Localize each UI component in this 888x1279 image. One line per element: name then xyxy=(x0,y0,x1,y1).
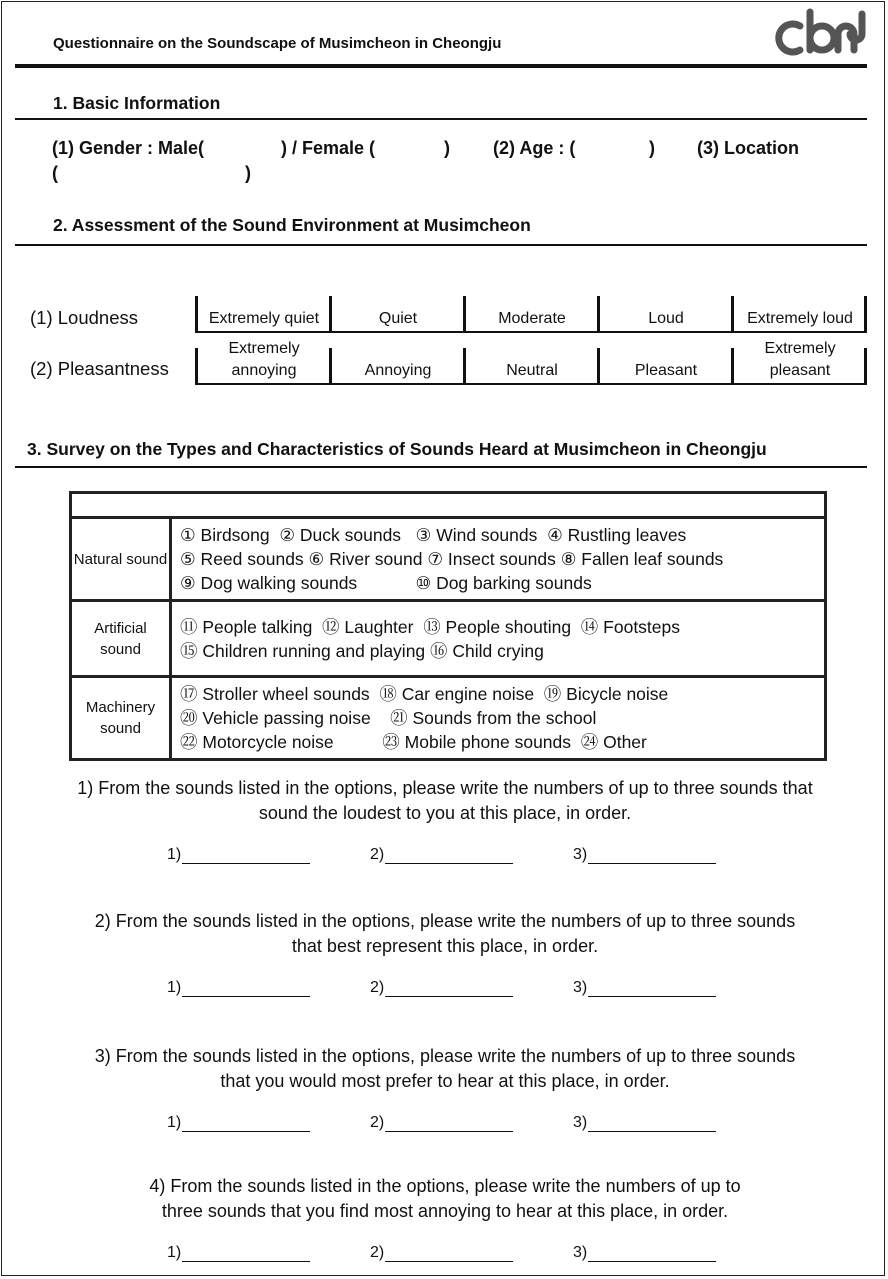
answer-label: 2) xyxy=(370,1244,385,1261)
pleasantness-tick xyxy=(329,348,332,385)
loudness-option[interactable]: Moderate xyxy=(498,310,566,327)
section3-rule xyxy=(15,466,867,468)
question-text: sound the loudest to you at this place, in order. xyxy=(258,803,632,823)
sound-item-line: ⑰ Stroller wheel sounds ⑱ Car engine noise ⑲ Bicycle noise xyxy=(180,684,669,704)
answer-blank[interactable] xyxy=(385,1115,513,1132)
header-rule xyxy=(15,64,867,68)
female-label: ) / Female ( xyxy=(281,138,376,158)
table-header-row xyxy=(71,493,826,518)
table-row xyxy=(71,601,826,677)
machinery-sound-items xyxy=(171,677,826,760)
artificial-sound-items xyxy=(171,601,826,677)
question-text: that best represent this place, in order. xyxy=(291,936,599,956)
answer-label: 3) xyxy=(573,1244,588,1261)
answer-label: 3) xyxy=(573,846,588,863)
answer-label: 1) xyxy=(167,846,182,863)
section1-rule xyxy=(15,118,867,120)
answer-4-1[interactable] xyxy=(167,1244,310,1262)
answer-label: 1) xyxy=(167,1244,182,1261)
pleasantness-tick xyxy=(463,348,466,385)
pleasantness-option[interactable]: Annoying xyxy=(364,362,432,379)
answer-3-2[interactable] xyxy=(370,1114,513,1132)
age-label: (2) Age : ( xyxy=(493,138,576,158)
loudness-option[interactable]: Quiet xyxy=(378,310,418,327)
loudness-tick xyxy=(463,296,466,333)
pleasantness-baseline xyxy=(195,383,867,385)
loudness-tick xyxy=(864,296,867,333)
answer-blank[interactable] xyxy=(182,1115,310,1132)
loudness-scale xyxy=(197,286,867,330)
section3-heading: 3. Survey on the Types and Characteristics of Sounds Heard at Musimcheon in Cheongju xyxy=(27,439,767,459)
category-natural xyxy=(71,518,171,601)
answer-1-1[interactable] xyxy=(167,846,310,864)
question-4 xyxy=(20,1174,870,1224)
answer-label: 1) xyxy=(167,1114,182,1131)
category-machinery xyxy=(71,677,171,760)
question-text: 4) From the sounds listed in the options, please write the numbers of up to xyxy=(149,1176,741,1196)
pleasantness-option[interactable]: Neutral xyxy=(506,362,558,379)
answer-blank[interactable] xyxy=(385,847,513,864)
table-row xyxy=(71,518,826,601)
answer-blank[interactable] xyxy=(182,1245,310,1262)
question-text: 3) From the sounds listed in the options, please write the numbers of up to three sounds xyxy=(94,1046,796,1066)
answer-blank[interactable] xyxy=(588,847,716,864)
answer-label: 3) xyxy=(573,1114,588,1131)
loudness-option[interactable]: Loud xyxy=(648,310,684,327)
category-label: Machinery sound xyxy=(85,699,156,737)
location-label: (3) Location xyxy=(697,138,799,158)
table-row xyxy=(71,677,826,760)
answer-3-3[interactable] xyxy=(573,1114,716,1132)
loudness-tick xyxy=(731,296,734,333)
answer-blank[interactable] xyxy=(588,980,716,997)
answer-blank[interactable] xyxy=(385,980,513,997)
page-title: Questionnaire on the Soundscape of Musimcheon in Cheongju xyxy=(53,35,502,52)
age-close: ) xyxy=(649,138,655,158)
pleasantness-label: (2) Pleasantness xyxy=(30,358,169,379)
answer-2-1[interactable] xyxy=(167,979,310,997)
sound-item-line: ㉒ Motorcycle noise ㉓ Mobile phone sounds ㉔ Other xyxy=(180,732,647,752)
question-text: that you would most prefer to hear at this place, in order. xyxy=(220,1071,670,1091)
answer-1-3[interactable] xyxy=(573,846,716,864)
answer-3-1[interactable] xyxy=(167,1114,310,1132)
answer-label: 3) xyxy=(573,979,588,996)
sound-item-line: ① Birdsong ② Duck sounds ③ Wind sounds ④ Rustling leaves xyxy=(180,525,687,545)
loudness-label: (1) Loudness xyxy=(30,307,138,328)
loudness-option[interactable]: Extremely loud xyxy=(747,310,853,327)
question-2 xyxy=(20,909,870,959)
sound-item-line: ⑳ Vehicle passing noise ㉑ Sounds from the school xyxy=(180,708,597,728)
pleasantness-scale xyxy=(197,338,867,382)
answer-4-2[interactable] xyxy=(370,1244,513,1262)
gender-label: (1) Gender : Male( xyxy=(52,138,205,158)
answer-blank[interactable] xyxy=(588,1115,716,1132)
answer-label: 2) xyxy=(370,846,385,863)
pleasantness-option[interactable]: Extremely pleasant xyxy=(764,340,836,379)
question-1 xyxy=(20,776,870,826)
answer-2-3[interactable] xyxy=(573,979,716,997)
sound-types-table xyxy=(69,491,827,761)
pleasantness-tick xyxy=(864,348,867,385)
sound-item-line: ⑨ Dog walking sounds ⑩ Dog barking sounds xyxy=(180,573,592,593)
female-close: ) xyxy=(444,138,450,158)
category-artificial xyxy=(71,601,171,677)
question-3 xyxy=(20,1044,870,1094)
question-text: 2) From the sounds listed in the options, please write the numbers of up to three sounds xyxy=(94,911,796,931)
location-open: ( xyxy=(52,163,58,183)
answer-4-3[interactable] xyxy=(573,1244,716,1262)
answer-label: 2) xyxy=(370,979,385,996)
loudness-tick xyxy=(329,296,332,333)
section1-heading: 1. Basic Information xyxy=(53,93,221,113)
question-text: 1) From the sounds listed in the options, please write the numbers of up to three sounds that xyxy=(77,778,813,798)
location-close: ) xyxy=(245,163,251,183)
pleasantness-option[interactable]: Pleasant xyxy=(634,362,698,379)
natural-sound-items xyxy=(171,518,826,601)
answer-blank[interactable] xyxy=(182,980,310,997)
pleasantness-tick xyxy=(597,348,600,385)
pleasantness-tick xyxy=(731,348,734,385)
answer-2-2[interactable] xyxy=(370,979,513,997)
answer-1-2[interactable] xyxy=(370,846,513,864)
answer-label: 2) xyxy=(370,1114,385,1131)
question-text: three sounds that you find most annoying to hear at this place, in order. xyxy=(161,1201,729,1221)
category-label: Artificial sound xyxy=(94,619,147,658)
table-header-cell xyxy=(71,493,826,518)
answer-label: 1) xyxy=(167,979,182,996)
category-label: Natural sound xyxy=(73,550,168,568)
section2-rule xyxy=(15,244,867,246)
sound-item-line: ⑪ People talking ⑫ Laughter ⑬ People shouting ⑭ Footsteps xyxy=(180,616,681,637)
pleasantness-tick xyxy=(195,348,198,385)
pleasantness-option[interactable]: Extremely annoying xyxy=(228,340,300,379)
loudness-tick xyxy=(195,296,198,333)
answer-blank[interactable] xyxy=(588,1245,716,1262)
section2-heading: 2. Assessment of the Sound Environment at Musimcheon xyxy=(53,215,531,235)
loudness-option[interactable]: Extremely quiet xyxy=(208,310,320,327)
sound-item-line: ⑤ Reed sounds ⑥ River sound ⑦ Insect sounds ⑧ Fallen leaf sounds xyxy=(180,549,724,569)
answer-blank[interactable] xyxy=(385,1245,513,1262)
sound-item-line: ⑮ Children running and playing ⑯ Child crying xyxy=(180,640,544,661)
answer-blank[interactable] xyxy=(182,847,310,864)
loudness-baseline xyxy=(195,331,867,333)
loudness-tick xyxy=(597,296,600,333)
cbnu-logo xyxy=(770,4,870,62)
